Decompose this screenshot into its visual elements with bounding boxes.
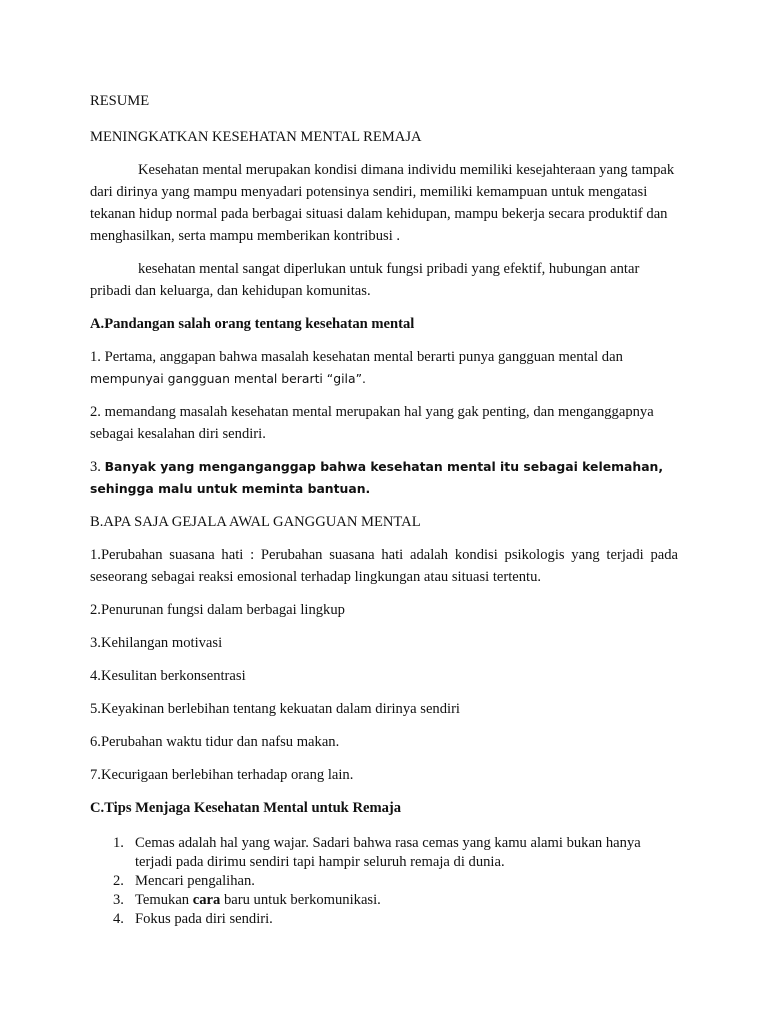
intro-paragraph-1: Kesehatan mental merupakan kondisi dimana individu memiliki kesejahteraan yang tampak dari dirinya yang mampu menyadari potensinya sendiri, memiliki kemampuan untuk mengatasi tekanan hidup normal pada berbagai situasi dalam kehidupan, mampu bekerja secara produktif dan menghasilkan, serta mampu memberikan kontribusi . (90, 162, 675, 244)
section-a-item-1 (90, 346, 678, 390)
section-b-item: 7.Kecurigaan berlebihan terhadap orang lain. (90, 767, 354, 783)
section-a-item-2: 2. memandang masalah kesehatan mental merupakan hal yang gak penting, dan menganggapnya sebagai kesalahan diri sendiri. (90, 404, 654, 442)
list-item-number: 2. (113, 873, 124, 889)
section-b-item: 3.Kehilangan motivasi (90, 635, 223, 651)
section-b-item: 2.Penurunan fungsi dalam berbagai lingkup (90, 602, 345, 618)
section-c-heading: C.Tips Menjaga Kesehatan Mental untuk Remaja (90, 800, 402, 816)
list-item (90, 891, 678, 910)
list-item-number: 3. (113, 892, 124, 908)
doc-subtitle: MENINGKATKAN KESEHATAN MENTAL REMAJA (90, 129, 422, 145)
section-a-item-3 (90, 456, 678, 500)
section-b-item: 5.Keyakinan berlebihan tentang kekuatan dalam dirinya sendiri (90, 701, 460, 717)
list-item-text (135, 891, 678, 910)
section-b-item: 6.Perubahan waktu tidur dan nafsu makan. (90, 734, 340, 750)
intro-paragraph-2: kesehatan mental sangat diperlukan untuk fungsi pribadi yang efektif, hubungan antar pribadi dan keluarga, dan kehidupan komunitas. (90, 261, 640, 299)
list-item-number: 4. (113, 911, 124, 927)
list-item-bold-word: cara (192, 892, 221, 908)
doc-title: RESUME (90, 93, 150, 109)
section-a-item-1-main: 1. Pertama, anggapan bahwa masalah kesehatan mental berarti punya gangguan mental dan (90, 349, 623, 365)
list-item (90, 834, 678, 872)
section-b-heading: B.APA SAJA GEJALA AWAL GANGGUAN MENTAL (90, 514, 421, 530)
section-b-item: 4.Kesulitan berkonsentrasi (90, 668, 246, 684)
list-item-text-before: Temukan (135, 892, 193, 908)
list-item-text: Mencari pengalihan. (135, 873, 255, 889)
section-a-item-3-number: 3. (90, 459, 101, 475)
document-body (90, 90, 678, 929)
section-a-heading: A.Pandangan salah orang tentang kesehatan mental (90, 316, 415, 332)
list-item-text: Cemas adalah hal yang wajar. Sadari bahwa rasa cemas yang kamu alami bukan hanya terjadi pada dirimu sendiri tapi hampir seluruh remaja di dunia. (135, 835, 641, 870)
section-b-item: 1.Perubahan suasana hati : Perubahan suasana hati adalah kondisi psikologis yang terjadi pada seseorang sebagai reaksi emosional terhadap lingkungan atau situasi tertentu. (90, 547, 678, 585)
list-item-text: Fokus pada diri sendiri. (135, 911, 273, 927)
list-item-number: 1. (113, 835, 124, 851)
list-item (90, 872, 678, 891)
list-item-text-after: baru untuk berkomunikasi. (220, 892, 381, 908)
section-a-item-3-text: Banyak yang menganganggap bahwa kesehatan mental itu sebagai kelemahan, sehingga malu untuk meminta bantuan. (90, 459, 664, 496)
list-item (90, 910, 678, 929)
section-a-item-1-continuation: mempunyai gangguan mental berarti “gila”. (90, 371, 366, 386)
section-c-list (90, 834, 678, 929)
